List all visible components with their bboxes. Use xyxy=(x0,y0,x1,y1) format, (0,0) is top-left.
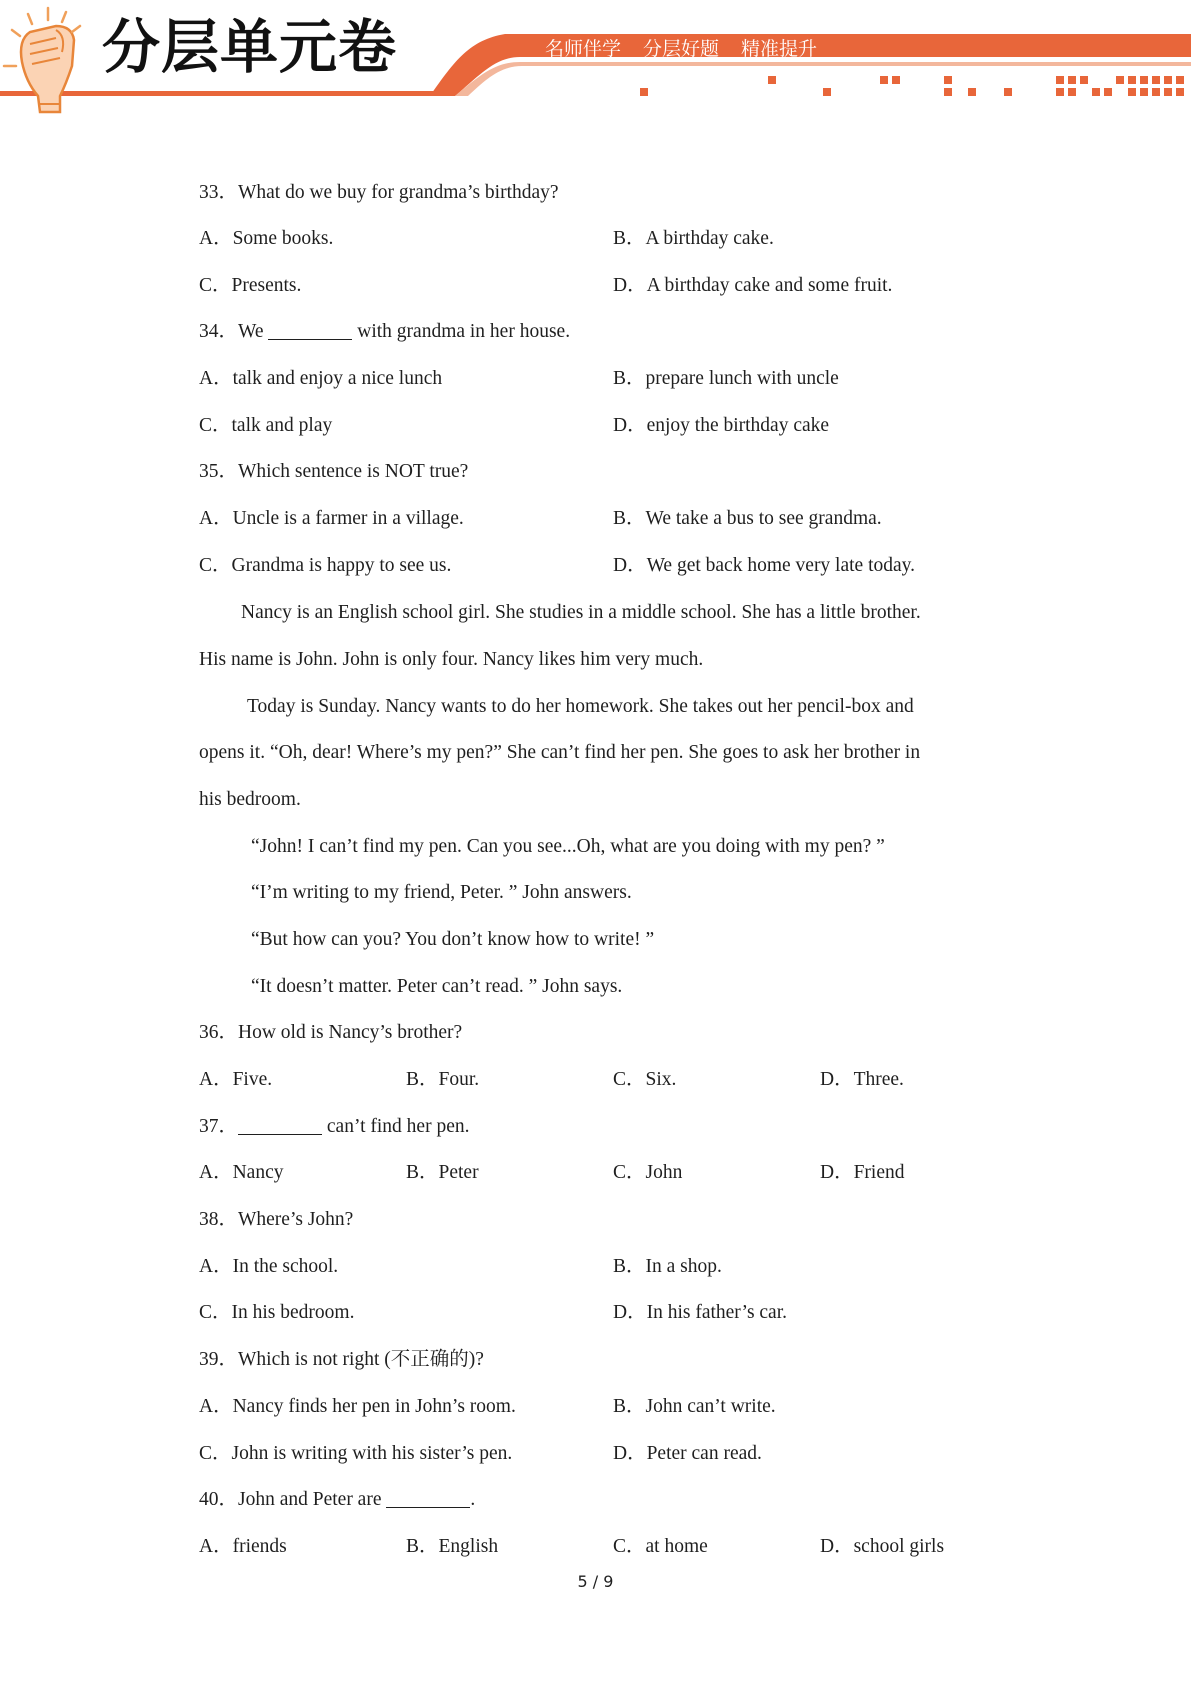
option: D．We get back home very late today. xyxy=(613,555,916,576)
option: A．Uncle is a farmer in a village. xyxy=(199,508,464,529)
passage-line: Today is Sunday. Nancy wants to do her homework. She takes out her pencil-box and xyxy=(247,696,914,717)
option: B．We take a bus to see grandma. xyxy=(613,508,882,529)
option: A．Nancy xyxy=(199,1162,284,1183)
option-row xyxy=(199,1252,999,1282)
option: B．Four. xyxy=(406,1069,480,1090)
option: D．Three. xyxy=(820,1069,904,1090)
option: C．John is writing with his sister’s pen. xyxy=(199,1443,513,1464)
option-row xyxy=(199,224,999,254)
option: D．Friend xyxy=(820,1162,905,1183)
brand-title: 分层单元卷 xyxy=(102,13,398,81)
option-row xyxy=(199,1392,999,1422)
passage-line: his bedroom. xyxy=(199,789,301,810)
page-header xyxy=(0,0,1191,120)
option-row xyxy=(199,1439,999,1469)
option: B．Peter xyxy=(406,1162,479,1183)
option: D．enjoy the birthday cake xyxy=(613,415,830,436)
question-stem: 35．Which sentence is NOT true? xyxy=(199,461,469,482)
stem-suffix: can’t find her pen. xyxy=(326,1116,470,1137)
answer-blank xyxy=(268,319,352,340)
option: B．prepare lunch with uncle xyxy=(613,368,839,389)
dialogue-line: “It doesn’t matter. Peter can’t read. ” John says. xyxy=(251,976,623,997)
stem-suffix: with grandma in her house. xyxy=(357,321,571,342)
answer-blank xyxy=(238,1114,322,1135)
option: C．talk and play xyxy=(199,415,333,436)
option: C．Presents. xyxy=(199,275,302,296)
answer-blank xyxy=(386,1487,470,1508)
option: C．John xyxy=(613,1162,683,1183)
option: A．Nancy finds her pen in John’s room. xyxy=(199,1396,516,1417)
option: B．A birthday cake. xyxy=(613,228,774,249)
question-stem: 39．Which is not right (不正确的)? xyxy=(199,1349,484,1370)
option: A．Five. xyxy=(199,1069,273,1090)
dialogue-line: “But how can you? You don’t know how to write! ” xyxy=(251,929,655,950)
option-row xyxy=(199,1298,999,1328)
slogan-item: 精准提升 xyxy=(741,38,818,60)
option: A．In the school. xyxy=(199,1256,339,1277)
option: D．In his father’s car. xyxy=(613,1302,788,1323)
option-row xyxy=(199,1065,999,1095)
option-row xyxy=(199,504,999,534)
option: B．John can’t write. xyxy=(613,1396,776,1417)
stem-suffix: . xyxy=(470,1489,476,1510)
question-stem xyxy=(199,1112,999,1142)
passage-line: opens it. “Oh, dear! Where’s my pen?” She can’t find her pen. She goes to ask her brother in xyxy=(199,742,921,763)
option: C．Six. xyxy=(613,1069,677,1090)
option: C．In his bedroom. xyxy=(199,1302,355,1323)
option: C．at home xyxy=(613,1536,708,1557)
option: D．Peter can read. xyxy=(613,1443,762,1464)
option: B．In a shop. xyxy=(613,1256,722,1277)
option-row xyxy=(199,271,999,301)
option-row xyxy=(199,364,999,394)
header-slogan xyxy=(545,36,839,62)
option-row xyxy=(199,1158,999,1188)
option: A．Some books. xyxy=(199,228,334,249)
passage-line: Nancy is an English school girl. She studies in a middle school. She has a little brother. xyxy=(241,602,921,623)
question-stem: 36．How old is Nancy’s brother? xyxy=(199,1022,463,1043)
slogan-item: 名师伴学 xyxy=(545,38,622,60)
dialogue-line: “John! I can’t find my pen. Can you see...Oh, what are you doing with my pen? ” xyxy=(251,836,885,857)
question-stem: 33．What do we buy for grandma’s birthday? xyxy=(199,182,559,203)
option: B．English xyxy=(406,1536,499,1557)
slogan-item: 分层好题 xyxy=(643,38,720,60)
option-row xyxy=(199,1532,999,1562)
stem-prefix: 37． xyxy=(199,1116,239,1137)
option: A．friends xyxy=(199,1536,287,1557)
question-stem xyxy=(199,317,999,347)
option-row xyxy=(199,411,999,441)
option-row xyxy=(199,551,999,581)
raised-fist-icon xyxy=(4,8,80,112)
page-number: 5 / 9 xyxy=(577,1572,614,1591)
stem-prefix: 34．We xyxy=(199,321,264,342)
passage-line: His name is John. John is only four. Nancy likes him very much. xyxy=(199,649,704,670)
option: C．Grandma is happy to see us. xyxy=(199,555,452,576)
option: D．A birthday cake and some fruit. xyxy=(613,275,893,296)
stem-prefix: 40．John and Peter are xyxy=(199,1489,382,1510)
dialogue-line: “I’m writing to my friend, Peter. ” John answers. xyxy=(251,882,632,903)
question-stem xyxy=(199,1485,999,1515)
option: A．talk and enjoy a nice lunch xyxy=(199,368,443,389)
question-stem: 38．Where’s John? xyxy=(199,1209,354,1230)
option: D．school girls xyxy=(820,1536,945,1557)
